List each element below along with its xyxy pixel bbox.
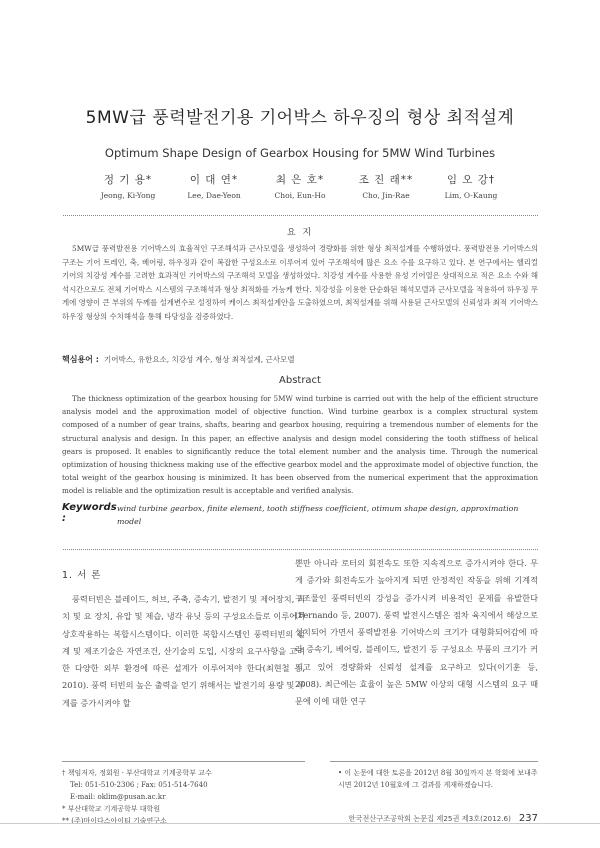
footnote-phone: Tel: 051-510-2306 ; Fax: 051-514-7640	[70, 781, 208, 789]
abstract-en-heading: Abstract	[279, 375, 321, 386]
author-name-ko: 이 대 연*	[189, 174, 239, 186]
abstract-english: The thickness optimization of the gearbox housing for 5MW wind turbine is carried out with the help of the efficient structure analysis model and the approximation model of objective function. Wind turbine gearbox is a complex structural system composed of a number of gear trains, shafts, bearing and gearbox housing, requiring a tremendous number of elements for the structural analysis and design. In this paper, an effective analysis and design model considering the tooth stiffness of helical gears is proposed. It enables to significantly reduce the total element number and the analysis time. Through the numerical optimization of housing thickness making use of the effective gearbox model and the approximate model of objective function, the total weight of the gearbox housing is minimized. It has been observed from the numerical experiment that the approximation model is reliable and the optimization result is acceptable and verified analysis.	[62, 394, 538, 496]
author-name-en: Choi, Eun-Ho	[274, 191, 326, 200]
author-5	[416, 172, 526, 200]
section-1-title: 1. 서 론	[62, 570, 102, 581]
footnote-email: E-mail: oklim@pusan.ac.kr	[70, 793, 166, 801]
keywords-ko-label: 핵심용어 :	[62, 355, 99, 364]
footnote-rule	[330, 761, 538, 762]
keywords-ko-text: 기어박스, 유한요소, 치강성 계수, 형상 최적설계, 근사모델	[104, 355, 295, 364]
author-name-ko: 정 기 용*	[103, 174, 153, 186]
author-name-ko: 임 오 강†	[446, 174, 496, 186]
body-left-column: 풍력터빈은 블레이드, 허브, 주축, 증속기, 발전기 및 제어장치, 피치 및 요 장치, 유압 및 제습, 냉각 유닛 등의 구성요소들로 이루어져 상호작용하는 복합시스템이다. 이러한 복합시스템인 풍력터빈의 설계 및 제조기술은 자연조건, 산기술의 도입, 시장의 요구사항을 고려한 다양한 외부 환경에 따른 설계가 이루어져야 한다(최현철 등, 2010). 풍력 터빈의 높은 출력을 얻기 위해서는 발전기의 용량 및 무게를 증가시켜야 할	[62, 594, 305, 708]
divider	[63, 215, 538, 216]
keywords-en	[62, 502, 538, 528]
keywords-en-label: Keywords :	[62, 502, 117, 524]
author-name-ko: 최 은 호*	[275, 174, 325, 186]
footnote-corresponding: † 책임저자, 정회원 · 부산대학교 기계공학부 교수	[62, 769, 212, 777]
body-right-column: 뿐만 아니라 로터의 회전속도 또한 지속적으로 증가시켜야 한다. 무게 증가와 회전속도가 높아지게 되면 안정적인 작동을 위해 기계적 구조물인 풍력터빈의 강성을 증가시켜 비용적인 문제를 유발한다(Fernando 등, 2007). 풍력 발전시스템은 점차 육지에서 해상으로 설치되어 가면서 풍력발전용 기어박스의 크기가 대형화되어감에 따라 증속기, 베어링, 블레이드, 발전기 등 구성요소 부품의 크기가 커지고 있어 경량화와 신뢰성 설계를 요구하고 있다(이기훈 등, 2008). 최근에는 효율이 높은 5MW 이상의 대형 시스템의 요구 때문에 이에 대한 연구	[295, 558, 538, 707]
divider	[63, 549, 538, 550]
footnote-affiliation-1: * 부산대학교 기계공학부 대학원	[62, 805, 161, 813]
footnote-rule	[62, 761, 305, 762]
footnotes-left	[62, 767, 305, 827]
footnote-right: • 이 논문에 대한 토론을 2012년 8월 30일까지 본 학회에 보내주시면 2012년 10월호에 그 결과를 게재하겠습니다.	[338, 769, 538, 789]
keywords-en-text: wind turbine gearbox, finite element, tooth stiffness coefficient, otimum shape design, approximation model	[117, 504, 519, 526]
page-footer	[348, 813, 538, 824]
page-number: 237	[518, 813, 538, 824]
journal-citation: 한국전산구조공학회 논문집 제25권 제3호(2012.6)	[348, 814, 511, 823]
author-name-en: Cho, Jin-Rae	[362, 191, 410, 200]
author-name-en: Lee, Dae-Yeon	[187, 191, 241, 200]
abstract-ko-heading: 요 지	[286, 228, 314, 238]
author-name-ko: 조 진 래**	[358, 174, 414, 186]
keywords-ko	[62, 347, 538, 366]
author-name-en: Jeong, Ki-Yong	[100, 191, 156, 200]
author-name-en: Lim, O-Kaung	[444, 191, 498, 200]
abstract-korean: 5MW급 풍력발전용 기어박스의 효율적인 구조해석과 근사모델을 생성하여 경량화를 위한 형상 최적설계를 수행하였다. 풍력발전용 기어박스의 구조는 기어 트레인, 축, 베어링, 하우징과 같이 복잡한 구성요소로 이루어져 있어 구조해석에 많은 요소 수를 요구하고 있다. 본 연구에서는 헬리컬 기어의 치강성 계수를 고려한 효과적인 기어박스의 구조해석 모델을 생성하였다. 치강성 계수를 사용한 유성 기어열은 상대적으로 적은 요소 수와 해석시간으로도 전체 기어박스 시스템의 구조해석과 형상 최적화를 가능케 한다. 치강성을 이용한 단순화된 해석모델과 근사모델을 적용하여 하우징 무게에 영향이 큰 부위의 두께를 설계변수로 설정하여 케이스 최적설계안을 도출하였으며, 최적설계를 위해 사용된 근사모델의 신뢰성과 최적 기어박스 하우징 형상의 수치해석을 통해 타당성을 검증하였다.	[62, 244, 538, 321]
title-korean: 5MW급 풍력발전기용 기어박스 하우징의 형상 최적설계	[85, 108, 515, 128]
footnote-affiliation-2: ** (주)마이다스아이티 기술연구소	[62, 817, 167, 825]
title-english: Optimum Shape Design of Gearbox Housing for 5MW Wind Turbines	[104, 146, 496, 160]
